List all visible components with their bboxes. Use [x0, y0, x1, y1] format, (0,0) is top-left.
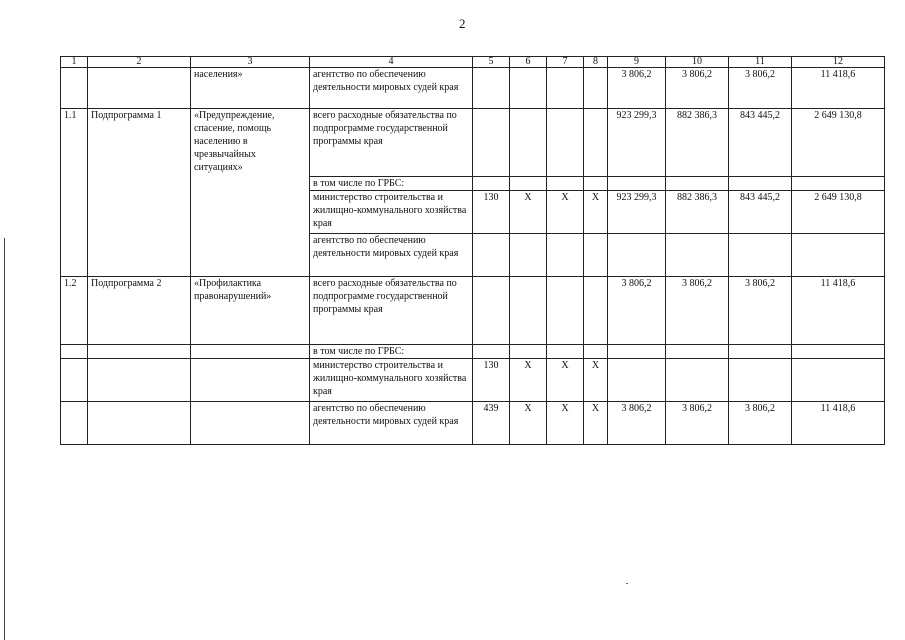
- code-cell: [547, 277, 584, 345]
- amount-cell: 3 806,2: [666, 402, 729, 445]
- amount-cell: 3 806,2: [729, 402, 792, 445]
- program-name-cell: Подпрограмма 2: [88, 277, 191, 345]
- grbs-cell: всего расходные обязательства по подпрограмме государственной программы края: [310, 109, 473, 177]
- program-title-cell: «Профилактика правонарушений»: [191, 277, 310, 345]
- code-cell: [547, 345, 584, 359]
- program-name-cell: [88, 359, 191, 402]
- amount-cell: [792, 177, 885, 191]
- code-cell: [473, 277, 510, 345]
- code-cell: X: [547, 191, 584, 234]
- amount-cell: 11 418,6: [792, 68, 885, 109]
- row-number-cell: [61, 68, 88, 109]
- amount-cell: [608, 177, 666, 191]
- table-row: [61, 277, 885, 345]
- program-name-cell: [88, 345, 191, 359]
- amount-cell: 3 806,2: [608, 402, 666, 445]
- table-row: [61, 345, 885, 359]
- code-cell: X: [584, 359, 608, 402]
- amount-cell: [666, 345, 729, 359]
- amount-cell: [666, 234, 729, 277]
- header-cell: 12: [792, 57, 885, 68]
- header-cell: 9: [608, 57, 666, 68]
- table-row: [61, 68, 885, 109]
- grbs-cell: всего расходные обязательства по подпрограмме государственной программы края: [310, 277, 473, 345]
- code-cell: [510, 234, 547, 277]
- amount-cell: 3 806,2: [608, 277, 666, 345]
- table-header-row: [61, 57, 885, 68]
- header-cell: 7: [547, 57, 584, 68]
- code-cell: [584, 109, 608, 177]
- program-name-cell: [88, 68, 191, 109]
- grbs-cell: агентство по обеспечению деятельности мировых судей края: [310, 234, 473, 277]
- budget-table: [60, 56, 885, 445]
- amount-cell: 923 299,3: [608, 191, 666, 234]
- code-cell: [547, 177, 584, 191]
- scan-speck: [626, 583, 628, 584]
- header-cell: 10: [666, 57, 729, 68]
- program-title-cell: «Предупреждение, спасение, помощь населению в чрезвычайных ситуациях»: [191, 109, 310, 277]
- code-cell: [584, 177, 608, 191]
- header-cell: 8: [584, 57, 608, 68]
- amount-cell: 923 299,3: [608, 109, 666, 177]
- amount-cell: 2 649 130,8: [792, 191, 885, 234]
- code-cell: X: [547, 402, 584, 445]
- code-cell: [547, 68, 584, 109]
- program-title-cell: населения»: [191, 68, 310, 109]
- code-cell: [473, 68, 510, 109]
- grbs-cell: министерство строительства и жилищно-коммунального хозяйства края: [310, 359, 473, 402]
- row-number-cell: 1.2: [61, 277, 88, 345]
- code-cell: X: [510, 402, 547, 445]
- code-cell: [473, 234, 510, 277]
- header-cell: 11: [729, 57, 792, 68]
- program-title-cell: [191, 402, 310, 445]
- amount-cell: 3 806,2: [666, 277, 729, 345]
- header-cell: 2: [88, 57, 191, 68]
- code-cell: [510, 177, 547, 191]
- code-cell: X: [547, 359, 584, 402]
- amount-cell: [729, 359, 792, 402]
- program-name-cell: [88, 402, 191, 445]
- grbs-cell: в том числе по ГРБС:: [310, 177, 473, 191]
- row-number-cell: [61, 359, 88, 402]
- amount-cell: 882 386,3: [666, 191, 729, 234]
- row-number-cell: [61, 345, 88, 359]
- grbs-cell: в том числе по ГРБС:: [310, 345, 473, 359]
- header-cell: 6: [510, 57, 547, 68]
- amount-cell: 843 445,2: [729, 109, 792, 177]
- code-cell: [547, 234, 584, 277]
- code-cell: 439: [473, 402, 510, 445]
- code-cell: [473, 177, 510, 191]
- amount-cell: [729, 345, 792, 359]
- table-row: [61, 402, 885, 445]
- code-cell: [584, 277, 608, 345]
- code-cell: X: [510, 191, 547, 234]
- code-cell: X: [584, 402, 608, 445]
- amount-cell: 843 445,2: [729, 191, 792, 234]
- code-cell: X: [584, 191, 608, 234]
- amount-cell: 3 806,2: [729, 68, 792, 109]
- amount-cell: [792, 345, 885, 359]
- program-name-cell: Подпрограмма 1: [88, 109, 191, 277]
- amount-cell: [792, 359, 885, 402]
- amount-cell: [729, 177, 792, 191]
- code-cell: [584, 234, 608, 277]
- table-row: [61, 359, 885, 402]
- code-cell: [473, 109, 510, 177]
- amount-cell: 3 806,2: [729, 277, 792, 345]
- program-title-cell: [191, 359, 310, 402]
- code-cell: [584, 345, 608, 359]
- grbs-cell: министерство строительства и жилищно-коммунального хозяйства края: [310, 191, 473, 234]
- code-cell: 130: [473, 191, 510, 234]
- code-cell: X: [510, 359, 547, 402]
- amount-cell: [666, 359, 729, 402]
- table-row: [61, 109, 885, 177]
- code-cell: [510, 109, 547, 177]
- amount-cell: [792, 234, 885, 277]
- header-cell: 5: [473, 57, 510, 68]
- amount-cell: 3 806,2: [608, 68, 666, 109]
- amount-cell: [608, 345, 666, 359]
- amount-cell: 882 386,3: [666, 109, 729, 177]
- code-cell: 130: [473, 359, 510, 402]
- header-cell: 4: [310, 57, 473, 68]
- header-cell: 3: [191, 57, 310, 68]
- amount-cell: [608, 234, 666, 277]
- grbs-cell: агентство по обеспечению деятельности мировых судей края: [310, 68, 473, 109]
- code-cell: [510, 277, 547, 345]
- page-number: 2: [459, 16, 466, 31]
- grbs-cell: агентство по обеспечению деятельности мировых судей края: [310, 402, 473, 445]
- amount-cell: [608, 359, 666, 402]
- code-cell: [473, 345, 510, 359]
- scan-edge-line: [4, 238, 5, 640]
- row-number-cell: [61, 402, 88, 445]
- code-cell: [547, 109, 584, 177]
- amount-cell: 11 418,6: [792, 277, 885, 345]
- amount-cell: [666, 177, 729, 191]
- header-cell: 1: [61, 57, 88, 68]
- code-cell: [510, 345, 547, 359]
- amount-cell: 2 649 130,8: [792, 109, 885, 177]
- row-number-cell: 1.1: [61, 109, 88, 277]
- amount-cell: 11 418,6: [792, 402, 885, 445]
- amount-cell: 3 806,2: [666, 68, 729, 109]
- program-title-cell: [191, 345, 310, 359]
- amount-cell: [729, 234, 792, 277]
- code-cell: [510, 68, 547, 109]
- code-cell: [584, 68, 608, 109]
